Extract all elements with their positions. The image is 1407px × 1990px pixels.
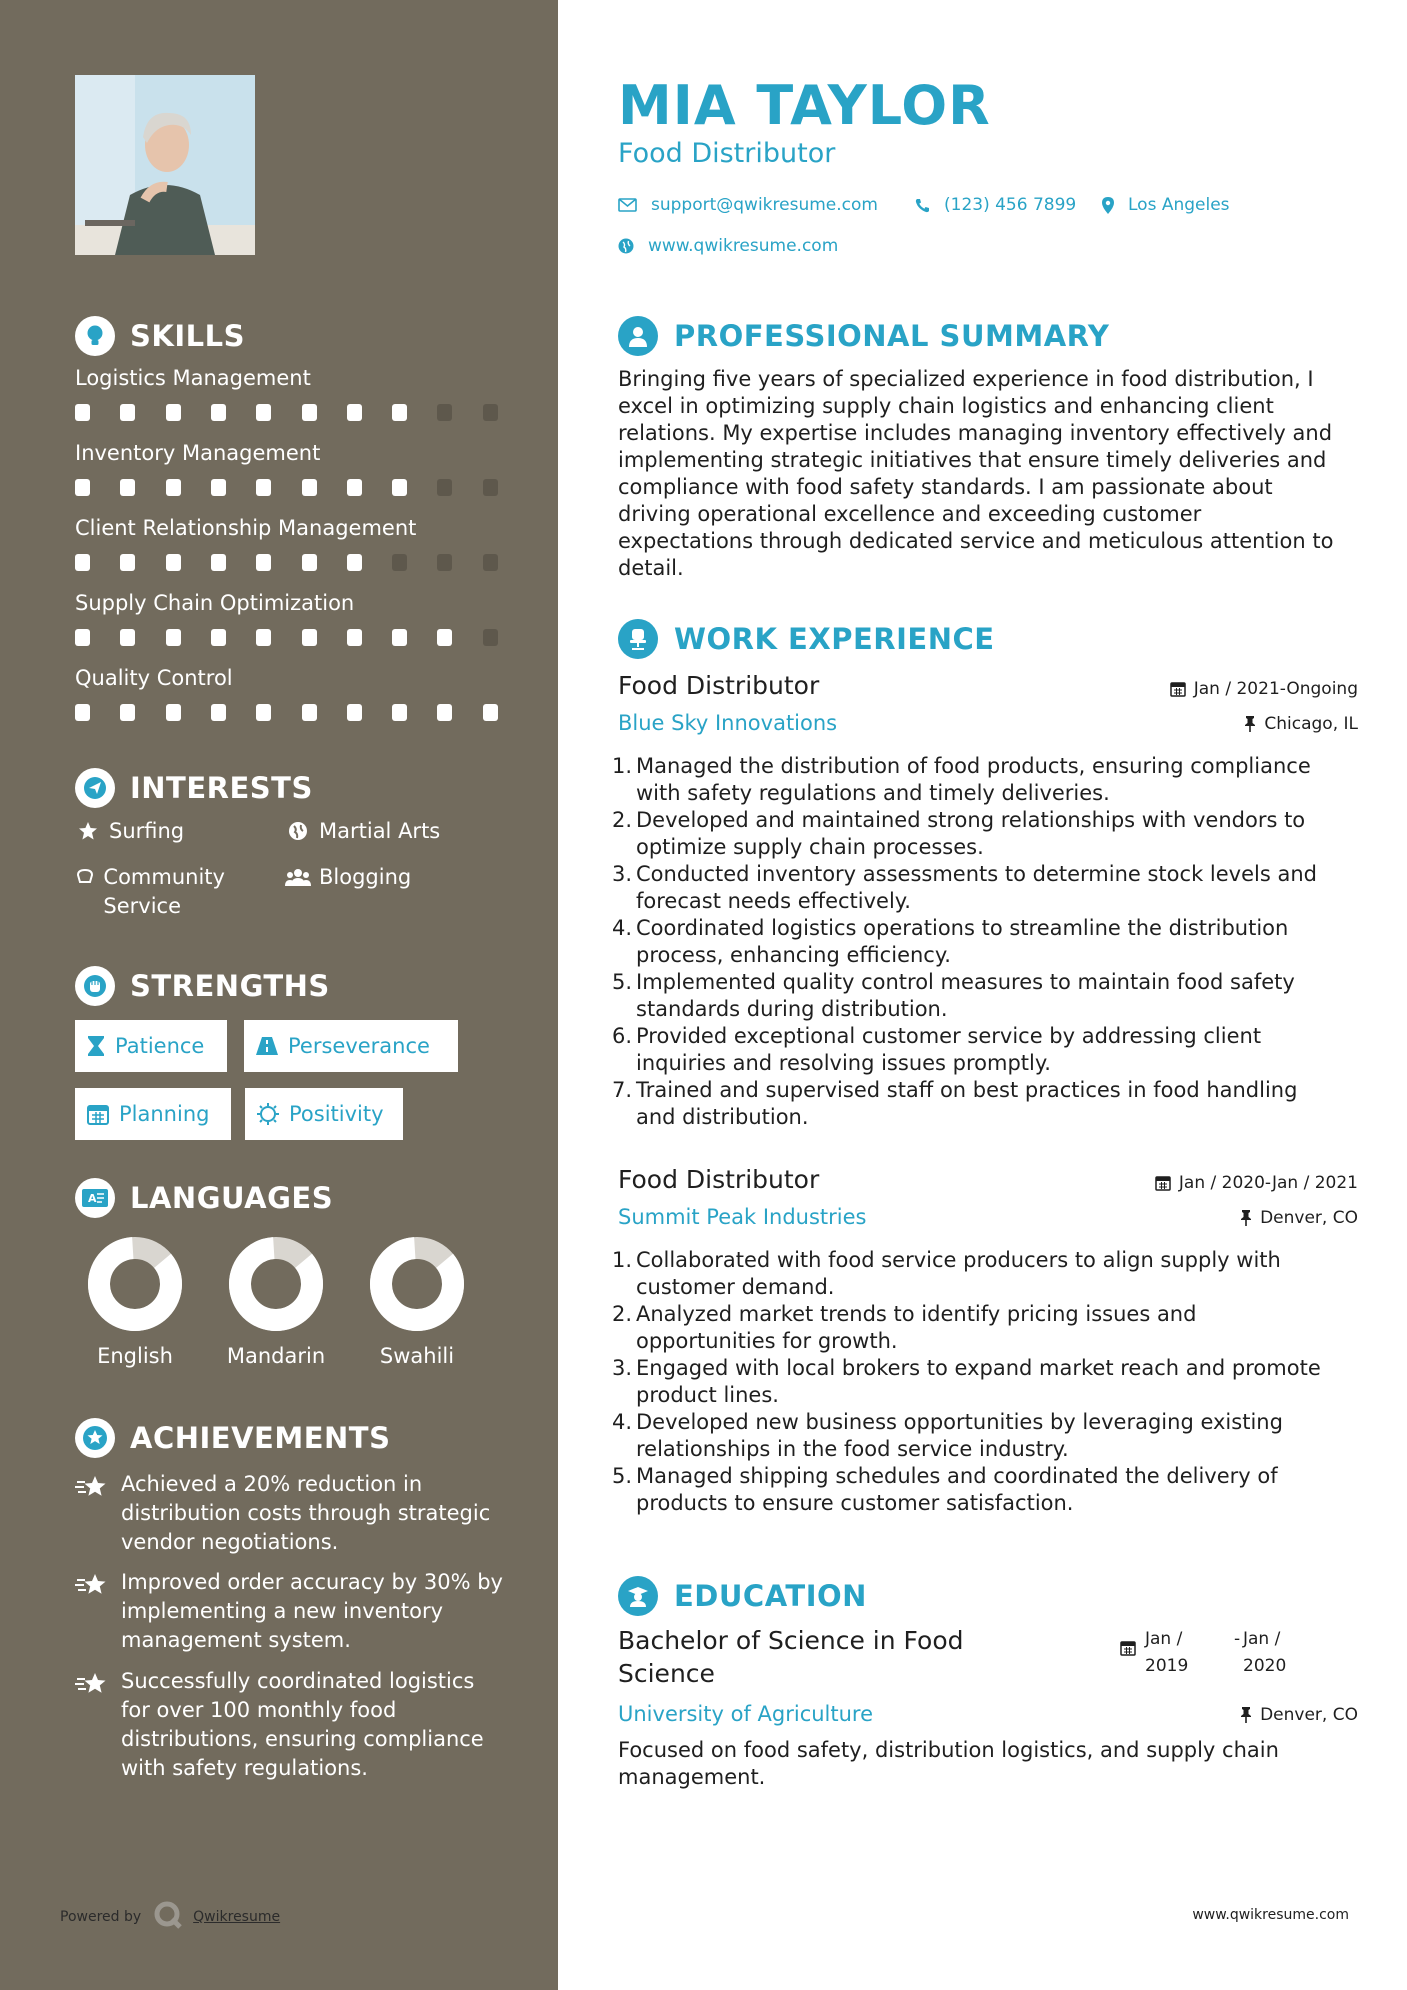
interest-item: Surfing bbox=[75, 817, 184, 846]
stars-icon bbox=[75, 1667, 109, 1701]
achievements-title: ACHIEVEMENTS bbox=[130, 1421, 391, 1455]
list-item: 5. Managed shipping schedules and coordinated the delivery of products to ensure customer satisfaction. bbox=[612, 1464, 1278, 1515]
skill-dot-filled bbox=[211, 629, 226, 646]
skill-dot-filled bbox=[347, 629, 362, 646]
pushpin-icon bbox=[1240, 1210, 1252, 1226]
language-label: English bbox=[97, 1344, 173, 1368]
skill-dot-filled bbox=[211, 479, 226, 496]
calendar-icon bbox=[1120, 1640, 1136, 1656]
degree-title: Bachelor of Science in Food Science bbox=[618, 1626, 964, 1688]
languages-title: LANGUAGES bbox=[130, 1181, 334, 1215]
skill-dot-filled bbox=[347, 704, 362, 721]
skill-label: Inventory Management bbox=[75, 441, 321, 465]
skill-dot-empty bbox=[437, 554, 452, 571]
skill-dot-filled bbox=[347, 404, 362, 421]
skill-dot-filled bbox=[302, 554, 317, 571]
skill-dot-filled bbox=[347, 554, 362, 571]
languages-heading bbox=[75, 1178, 333, 1218]
envelope-icon bbox=[618, 198, 637, 212]
skill-dot-empty bbox=[483, 404, 498, 421]
qwikresume-logo-icon bbox=[153, 1900, 183, 1934]
people-icon bbox=[285, 863, 311, 887]
language-label: Swahili bbox=[379, 1344, 455, 1368]
stars-icon bbox=[75, 1470, 109, 1504]
lightbulb-icon bbox=[75, 316, 115, 356]
summary-text: Bringing five years of specialized experience in food distribution, I excel in optimizing supply chain logistics and enhancing client relations. My expertise includes managing inventory effectively and implementing strategic initiatives that ensure timely deliveries and compliance with food safety standards. I am passionate about driving operational excellence and exceeding customer expectations through dedicated service and meticulous attention to detail. bbox=[618, 367, 1334, 580]
education-heading bbox=[618, 1576, 867, 1616]
phone-icon bbox=[915, 198, 930, 213]
skill-dot-filled bbox=[437, 629, 452, 646]
skill-dot-filled bbox=[75, 479, 90, 496]
list-item: 2. Analyzed market trends to identify pricing issues and opportunities for growth. bbox=[612, 1302, 1197, 1353]
skills-heading bbox=[75, 316, 245, 356]
job-title: Food Distributor bbox=[618, 1165, 820, 1194]
fist-icon bbox=[75, 966, 115, 1006]
skill-dot-filled bbox=[75, 554, 90, 571]
job-location: Denver, CO bbox=[1240, 1208, 1358, 1228]
skill-dot-filled bbox=[211, 404, 226, 421]
user-icon bbox=[618, 316, 658, 356]
pushpin-icon bbox=[1244, 716, 1256, 732]
proficiency-ring bbox=[369, 1236, 465, 1332]
footer-url[interactable]: www.qwikresume.com bbox=[1192, 1907, 1349, 1923]
skill-rating bbox=[75, 554, 497, 572]
office-chair-icon bbox=[618, 619, 658, 659]
skill-dot-filled bbox=[302, 479, 317, 496]
skill-dot-filled bbox=[483, 704, 498, 721]
language-ring bbox=[228, 1236, 324, 1336]
star-badge-icon bbox=[75, 1418, 115, 1458]
skill-label: Quality Control bbox=[75, 666, 233, 690]
skill-dot-filled bbox=[166, 554, 181, 571]
job-responsibilities bbox=[612, 753, 1338, 1131]
list-item: 5. Implemented quality control measures to maintain food safety standards during distribution. bbox=[612, 970, 1295, 1021]
hourglass-icon bbox=[87, 1035, 105, 1057]
stars-icon bbox=[75, 1568, 109, 1602]
contact-email[interactable]: support@qwikresume.com bbox=[618, 195, 878, 215]
skill-label: Client Relationship Management bbox=[75, 516, 417, 540]
company-name: Summit Peak Industries bbox=[618, 1205, 867, 1229]
strengths-heading bbox=[75, 966, 330, 1006]
skill-dot-filled bbox=[392, 404, 407, 421]
svg-text:A: A bbox=[88, 1192, 97, 1205]
strength-badge: Planning bbox=[75, 1088, 231, 1140]
job-date: Jan / 2020-Jan / 2021 bbox=[1155, 1173, 1358, 1193]
calendar-icon bbox=[1170, 681, 1186, 697]
skill-dot-empty bbox=[437, 479, 452, 496]
skill-dot-filled bbox=[211, 554, 226, 571]
skill-dot-filled bbox=[392, 479, 407, 496]
skill-dot-filled bbox=[302, 629, 317, 646]
list-item: 2. Developed and maintained strong relationships with vendors to optimize supply chain processes. bbox=[612, 808, 1306, 859]
list-item: 4. Developed new business opportunities by leveraging existing relationships in the food service industry. bbox=[612, 1410, 1283, 1461]
list-item: 3. Engaged with local brokers to expand market reach and promote product lines. bbox=[612, 1356, 1321, 1407]
skills-title: SKILLS bbox=[130, 319, 245, 353]
skill-dot-filled bbox=[256, 554, 271, 571]
skill-rating bbox=[75, 479, 497, 497]
skill-dot-filled bbox=[166, 404, 181, 421]
list-item: 6. Provided exceptional customer service by addressing client inquiries and resolving issues promptly. bbox=[612, 1024, 1262, 1075]
globe-icon bbox=[285, 817, 311, 841]
achievement-item: Achieved a 20% reduction in distribution costs through strategic vendor negotiations. bbox=[75, 1470, 505, 1557]
edu-date-icon-wrap bbox=[1120, 1640, 1144, 1656]
skill-dot-filled bbox=[120, 704, 135, 721]
skill-dot-filled bbox=[392, 629, 407, 646]
date-separator: - bbox=[1234, 1629, 1241, 1649]
list-item: 7. Trained and supervised staff on best practices in food handling and distribution. bbox=[612, 1078, 1298, 1129]
skill-rating bbox=[75, 404, 497, 422]
job-date: Jan / 2021-Ongoing bbox=[1170, 679, 1358, 699]
list-item: 1. Managed the distribution of food products, ensuring compliance with safety regulations and timely deliveries. bbox=[612, 754, 1311, 805]
road-icon bbox=[256, 1037, 278, 1055]
skill-dot-filled bbox=[347, 479, 362, 496]
sun-icon bbox=[257, 1103, 279, 1125]
skill-dot-empty bbox=[392, 554, 407, 571]
language-icon bbox=[75, 1178, 115, 1218]
job-title: Food Distributor bbox=[618, 671, 820, 700]
interest-item: Community Service bbox=[75, 863, 265, 921]
skill-dot-filled bbox=[75, 404, 90, 421]
job-location: Chicago, IL bbox=[1244, 714, 1358, 734]
contact-location: Los Angeles bbox=[1102, 195, 1230, 215]
edu-end-date: Jan / 2020 bbox=[1243, 1629, 1287, 1676]
candidate-name: MIA TAYLOR bbox=[618, 74, 991, 137]
skill-dot-filled bbox=[256, 404, 271, 421]
paper-plane-icon bbox=[75, 768, 115, 808]
skill-dot-filled bbox=[211, 704, 226, 721]
skill-dot-filled bbox=[75, 704, 90, 721]
skill-dot-filled bbox=[120, 629, 135, 646]
contact-website[interactable]: www.qwikresume.com bbox=[618, 236, 838, 256]
proficiency-ring bbox=[87, 1236, 183, 1332]
skill-dot-filled bbox=[392, 704, 407, 721]
language-label: Mandarin bbox=[226, 1344, 326, 1368]
experience-heading bbox=[618, 619, 995, 659]
achievement-item: Improved order accuracy by 30% by implementing a new inventory management system. bbox=[75, 1568, 505, 1655]
skill-label: Logistics Management bbox=[75, 366, 311, 390]
strength-badge: Positivity bbox=[245, 1088, 403, 1140]
summary-title: PROFESSIONAL SUMMARY bbox=[674, 319, 1110, 353]
skill-dot-filled bbox=[120, 404, 135, 421]
skill-dot-empty bbox=[483, 554, 498, 571]
profile-photo bbox=[75, 75, 255, 255]
skill-dot-filled bbox=[256, 629, 271, 646]
strengths-title: STRENGTHS bbox=[130, 969, 330, 1003]
language-ring bbox=[87, 1236, 183, 1336]
education-description: Focused on food safety, distribution logistics, and supply chain management. bbox=[618, 1738, 1279, 1789]
sidebar bbox=[0, 0, 558, 1990]
skill-dot-filled bbox=[166, 629, 181, 646]
interest-item: Blogging bbox=[285, 863, 411, 892]
list-item: 1. Collaborated with food service producers to align supply with customer demand. bbox=[612, 1248, 1281, 1299]
skill-dot-filled bbox=[256, 704, 271, 721]
skill-dot-filled bbox=[437, 704, 452, 721]
skill-dot-filled bbox=[166, 704, 181, 721]
powered-by: Powered by Qwikresume bbox=[60, 1900, 280, 1934]
skill-label: Supply Chain Optimization bbox=[75, 591, 355, 615]
edu-start-date: Jan / 2019 bbox=[1145, 1629, 1189, 1676]
candidate-role: Food Distributor bbox=[618, 138, 836, 169]
experience-title: WORK EXPERIENCE bbox=[674, 622, 995, 656]
language-ring bbox=[369, 1236, 465, 1336]
skill-dot-filled bbox=[302, 704, 317, 721]
skill-rating bbox=[75, 704, 497, 722]
interest-item: Martial Arts bbox=[285, 817, 440, 846]
skill-rating bbox=[75, 629, 497, 647]
contact-phone[interactable]: (123) 456 7899 bbox=[915, 195, 1076, 215]
skill-dot-empty bbox=[437, 404, 452, 421]
skill-dot-empty bbox=[483, 479, 498, 496]
achievements-heading bbox=[75, 1418, 390, 1458]
skill-dot-filled bbox=[120, 554, 135, 571]
education-title: EDUCATION bbox=[674, 1579, 867, 1613]
calendar-icon bbox=[1155, 1175, 1171, 1191]
skill-dot-filled bbox=[302, 404, 317, 421]
summary-heading bbox=[618, 316, 1109, 356]
calendar-icon bbox=[87, 1103, 109, 1125]
skill-dot-empty bbox=[483, 629, 498, 646]
map-pin-icon bbox=[1102, 197, 1114, 214]
hands-icon bbox=[75, 863, 95, 887]
pushpin-icon bbox=[1240, 1707, 1252, 1723]
school-name: University of Agriculture bbox=[618, 1702, 874, 1726]
skill-dot-filled bbox=[256, 479, 271, 496]
qwikresume-link[interactable]: Qwikresume bbox=[193, 1909, 281, 1925]
company-name: Blue Sky Innovations bbox=[618, 711, 838, 735]
graduate-icon bbox=[618, 1576, 658, 1616]
globe-icon bbox=[618, 238, 634, 254]
strength-badge: Patience bbox=[75, 1020, 227, 1072]
star-icon bbox=[75, 817, 101, 841]
skill-dot-filled bbox=[166, 479, 181, 496]
list-item: 4. Coordinated logistics operations to streamline the distribution process, enhancing efficiency. bbox=[612, 916, 1289, 967]
edu-location: Denver, CO bbox=[1240, 1705, 1358, 1725]
achievement-item: Successfully coordinated logistics for over 100 monthly food distributions, ensuring compliance with safety regulations. bbox=[75, 1667, 505, 1783]
skill-dot-filled bbox=[120, 479, 135, 496]
job-responsibilities bbox=[612, 1247, 1338, 1517]
strength-badge: Perseverance bbox=[244, 1020, 458, 1072]
interests-heading bbox=[75, 768, 313, 808]
skill-dot-filled bbox=[75, 629, 90, 646]
list-item: 3. Conducted inventory assessments to determine stock levels and forecast needs effectively. bbox=[612, 862, 1317, 913]
proficiency-ring bbox=[228, 1236, 324, 1332]
interests-title: INTERESTS bbox=[130, 771, 313, 805]
